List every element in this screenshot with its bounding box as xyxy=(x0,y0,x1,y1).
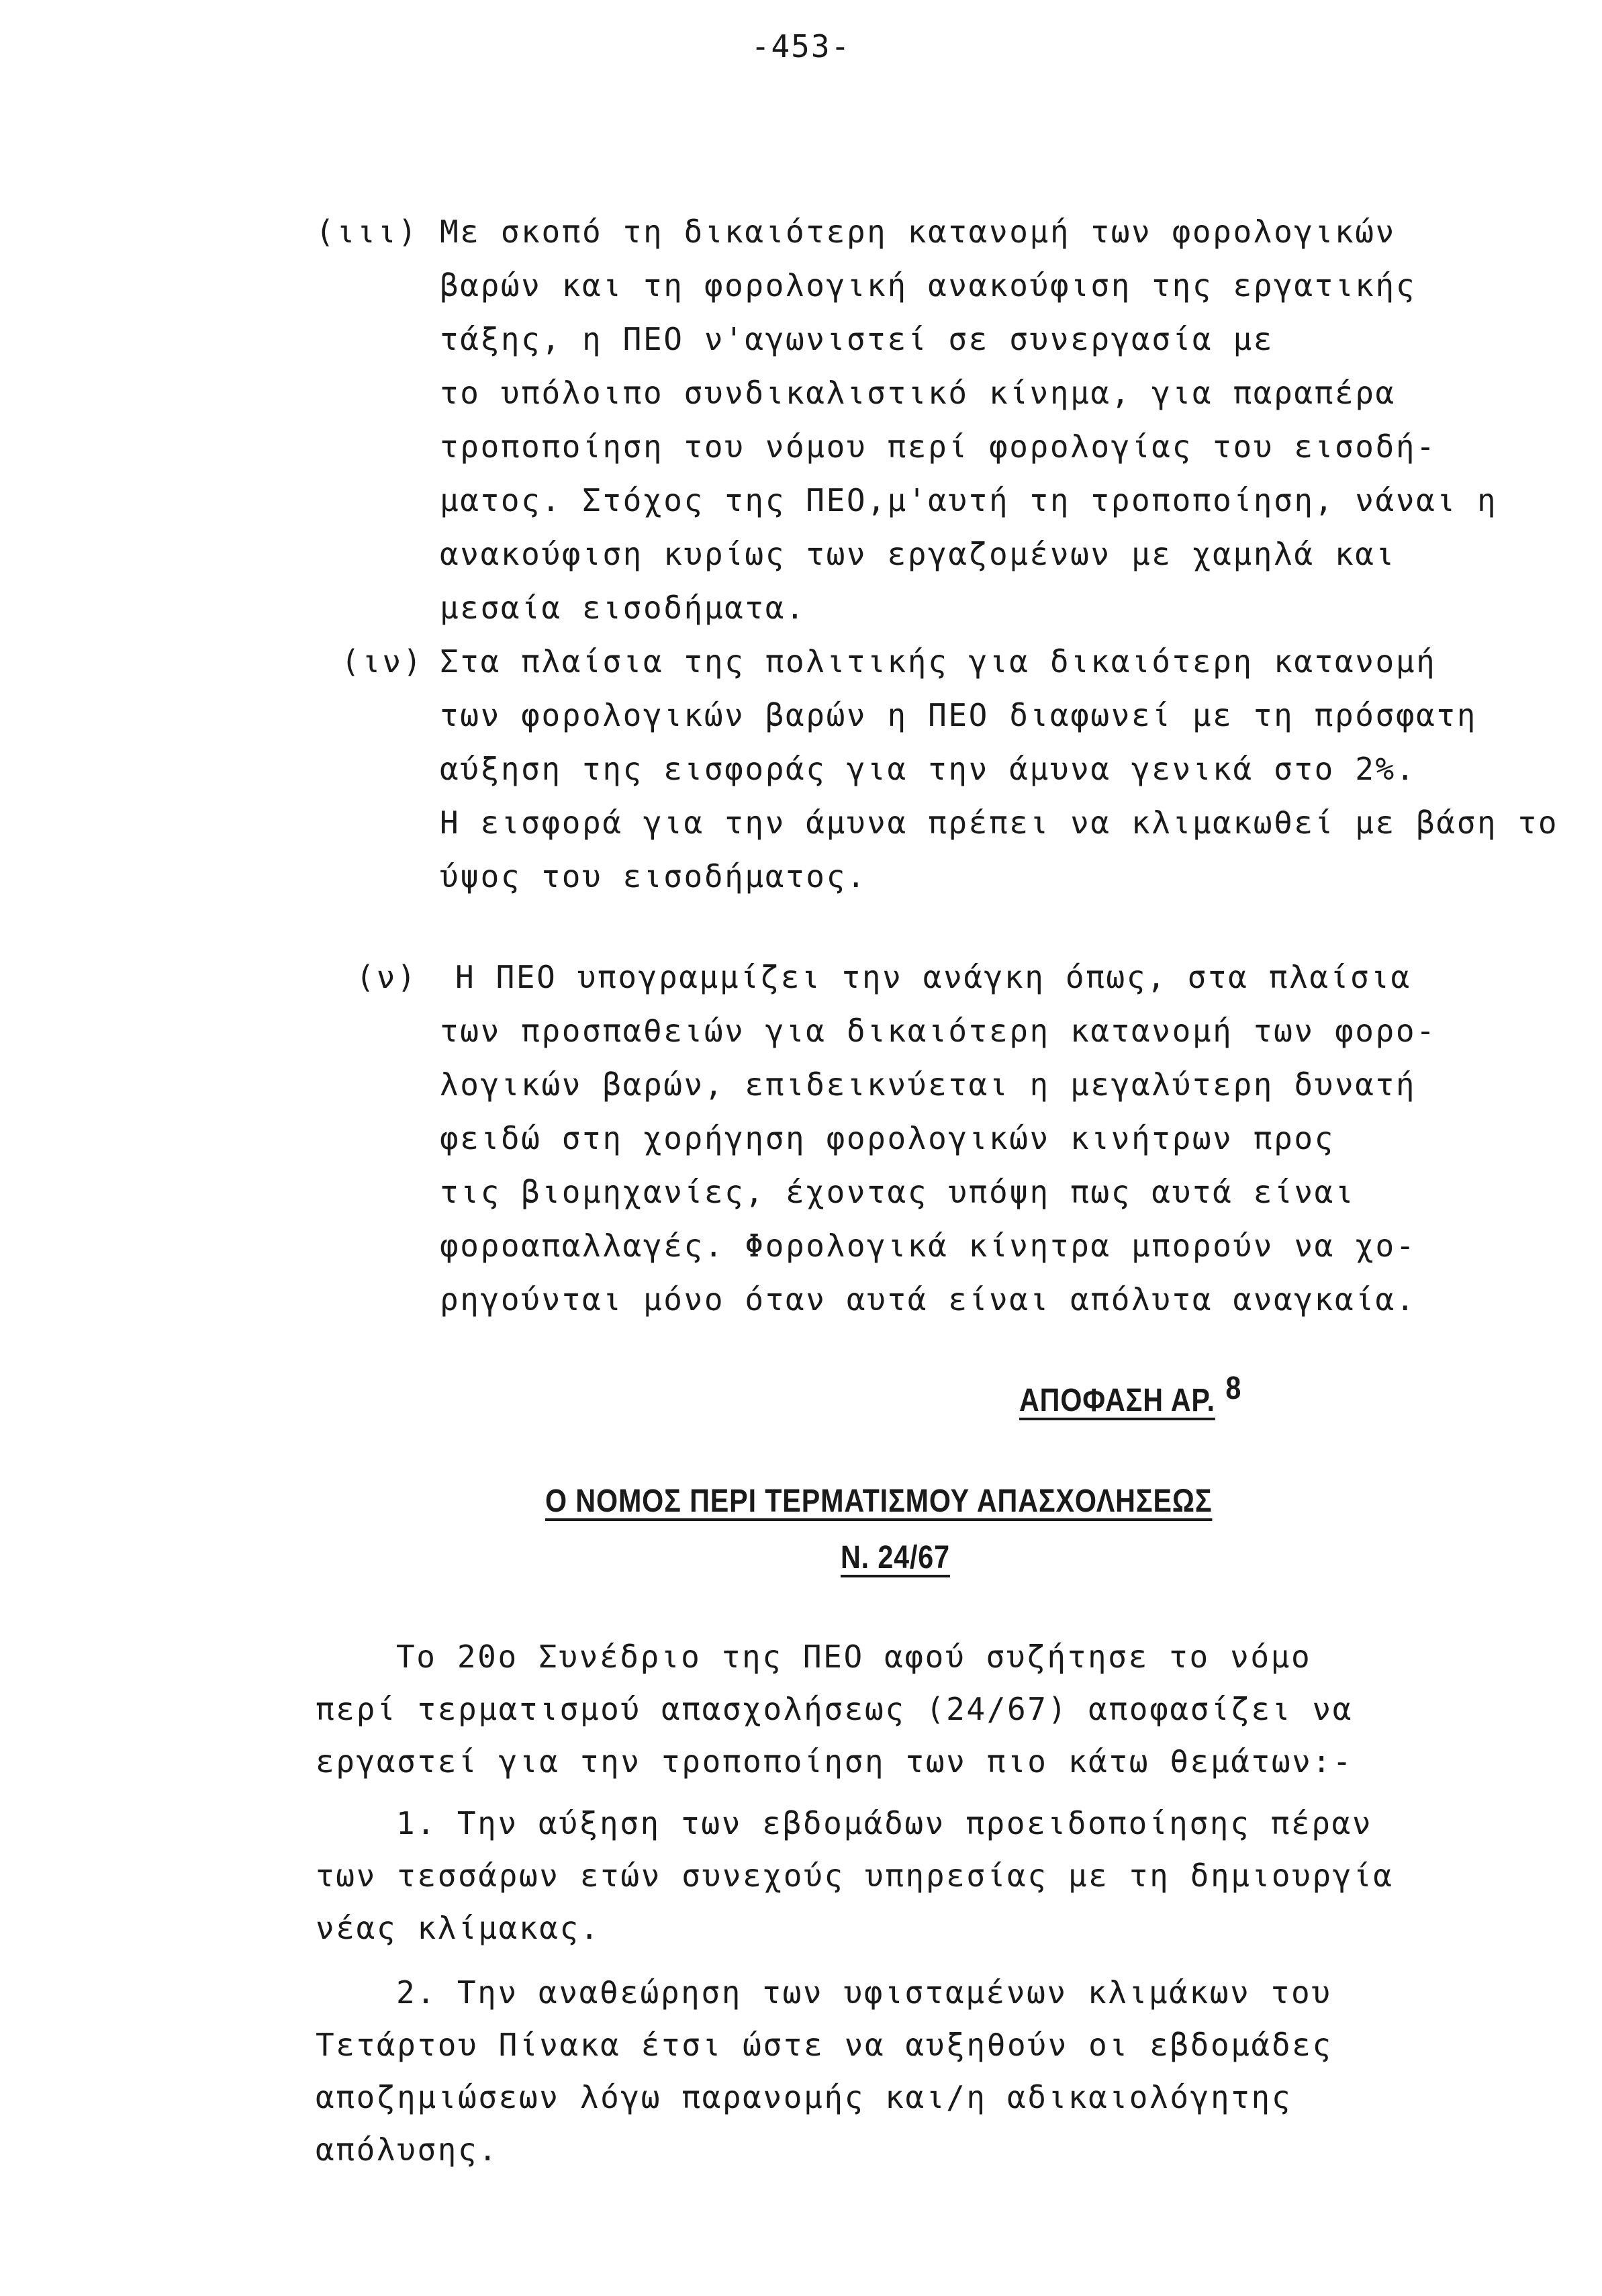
item-line: ρηγούνται μόνο όταν αυτά είναι απόλυτα αναγκαία. xyxy=(440,1281,1417,1318)
page-number: -453- xyxy=(751,28,851,64)
point-2-line: αποζημιώσεων λόγω παρανομής και/η αδικαιολόγητης xyxy=(316,2079,1292,2115)
point-2-line: 2. Την αναθεώρηση των υφισταμένων κλιμάκων του xyxy=(396,1974,1332,2011)
item-line: τάξης, η ΠΕΟ ν'αγωνιστεί σε συνεργασία με xyxy=(440,321,1274,357)
point-1-line: 1. Την αύξηση των εβδομάδων προειδοποίησης πέραν xyxy=(396,1805,1373,1841)
item-line: αύξηση της εισφοράς για την άμυνα γενικά στο 2%. xyxy=(440,751,1417,787)
item-line: λογικών βαρών, επιδεικνύεται η μεγαλύτερη δυνατή xyxy=(440,1066,1417,1103)
item-line: βαρών και τη φορολογική ανακούφιση της εργατικής xyxy=(440,267,1417,304)
item-line: των προσπαθειών για δικαιότερη κατανομή των φορο- xyxy=(440,1013,1437,1049)
intro-line: Το 20ο Συνέδριο της ΠΕΟ αφού συζήτησε το νόμο xyxy=(396,1639,1312,1675)
item-line: το υπόλοιπο συνδικαλιστικό κίνημα, για παραπέρα xyxy=(440,375,1396,411)
item-marker: (ιιι) xyxy=(316,214,419,250)
item-line: τις βιομηχανίες, έχοντας υπόψη πως αυτά είναι xyxy=(440,1174,1356,1210)
point-2-line: απόλυσης. xyxy=(316,2131,499,2168)
item-line: Στα πλαίσια της πολιτικής για δικαιότερη κατανομή xyxy=(440,643,1437,680)
intro-line: εργαστεί για την τροποποίηση των πιο κάτω θεμάτων:- xyxy=(316,1743,1354,1780)
item-marker: (ιν) xyxy=(341,643,424,680)
item-line: μεσαία εισοδήματα. xyxy=(440,590,806,626)
item-line: φοροαπαλλαγές. Φορολογικά κίνητρα μπορούν να χο- xyxy=(440,1228,1417,1264)
item-line: τροποποίηση του νόμου περί φορολογίας του εισοδή- xyxy=(440,428,1437,465)
decision-label: ΑΠΟΦΑΣΗ ΑΡ. xyxy=(1019,1383,1215,1418)
point-1-line: νέας κλίμακας. xyxy=(316,1910,601,1946)
decision-heading xyxy=(1019,1371,1242,1419)
point-1-line: των τεσσάρων ετών συνεχούς υπηρεσίας με τη δημιουργία xyxy=(316,1857,1394,1894)
item-line: Η ΠΕΟ υπογραμμίζει την ανάγκη όπως, στα πλαίσια xyxy=(455,959,1411,995)
item-line: ανακούφιση κυρίως των εργαζομένων με χαμηλά και xyxy=(440,536,1396,572)
decision-number: 8 xyxy=(1225,1371,1242,1406)
item-line: Με σκοπό τη δικαιότερη κατανομή των φορολογικών xyxy=(440,214,1396,250)
document-subtitle: Ν. 24/67 xyxy=(841,1540,950,1575)
intro-line: περί τερματισμού απασχολήσεως (24/67) αποφασίζει να xyxy=(316,1691,1354,1727)
item-line: ύψος του εισοδήματος. xyxy=(440,858,867,894)
point-2-line: Τετάρτου Πίνακα έτσι ώστε να αυξηθούν οι εβδομάδες xyxy=(316,2027,1333,2063)
item-marker: (ν) xyxy=(356,959,418,995)
item-line: φειδώ στη χορήγηση φορολογικών κινήτρων προς xyxy=(440,1120,1335,1156)
item-line: ματος. Στόχος της ΠΕΟ,μ'αυτή τη τροποποίηση, νάναι η xyxy=(440,482,1498,518)
item-line: των φορολογικών βαρών η ΠΕΟ διαφωνεί με τη πρόσφατη xyxy=(440,697,1478,733)
item-line: Η εισφορά για την άμυνα πρέπει να κλιμακωθεί με βάση το xyxy=(440,805,1559,841)
document-title: Ο ΝΟΜΟΣ ΠΕΡΙ ΤΕΡΜΑΤΙΣΜΟΥ ΑΠΑΣΧΟΛΗΣΕΩΣ xyxy=(545,1483,1213,1519)
